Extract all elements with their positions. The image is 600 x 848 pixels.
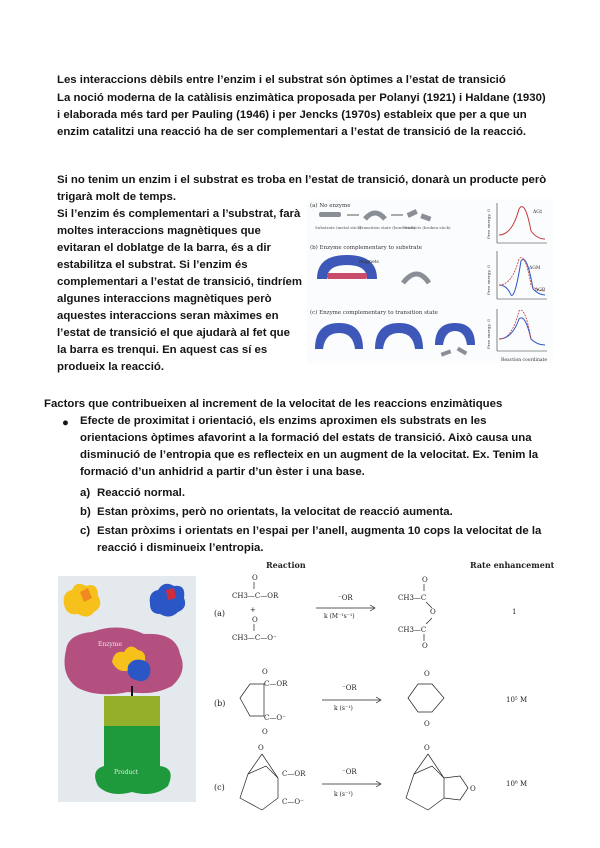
broken-piece-2 [457, 347, 468, 355]
row-a-o2: O [252, 616, 258, 624]
row-c-g2: C—O⁻ [282, 798, 304, 806]
svg-text:O: O [262, 728, 268, 736]
row-c-product [406, 766, 444, 810]
substrate-caption: Substrate (metal stick) [315, 225, 362, 230]
magnets-label: Magnets [359, 260, 379, 265]
row-c-k: k (s⁻¹) [334, 791, 353, 798]
metal-stick [319, 212, 341, 217]
row-c-reagent: ⁻OR [342, 768, 357, 776]
bent-stick-b [403, 274, 429, 283]
broken-piece-1 [441, 349, 452, 356]
enzyme-ts-shape-1 [315, 323, 363, 349]
section-heading: Les interaccions dèbils entre l’enzim i el substrat són òptimes a l’estat de transició [57, 74, 506, 86]
svg-text:O: O [424, 744, 430, 752]
no-enzyme-paragraph: Si no tenim un enzim i el substrat es troba en l’estat de transició, donarà un producte però trigarà molt de temps. [57, 174, 547, 203]
row-b-product-ring [408, 684, 444, 712]
panel-b-label: (b) Enzyme complementary to substrate [310, 245, 423, 251]
row-b-g1: C—OR [264, 680, 288, 688]
energy-plot-b [497, 251, 547, 299]
yaxis-label-a: Free energy, G [486, 209, 491, 239]
subitem-label: c) [80, 525, 91, 537]
row-b-k: k (s⁻¹) [334, 705, 353, 712]
transition-state-figure [307, 199, 553, 363]
header-reaction: Reaction [266, 560, 306, 570]
row-c-rate: 10⁸ M [506, 780, 528, 788]
row-a-o1: O [252, 574, 258, 582]
transition-state-diagram [307, 199, 553, 363]
subitem-text: Estan pròxims, però no orientats, la velocitat de reacció aumenta. [97, 506, 453, 518]
row-a-reagent: ⁻OR [338, 594, 353, 602]
row-a-k: k (M⁻¹s⁻¹) [324, 613, 355, 620]
enzyme-ts-shape-2 [375, 323, 423, 349]
bullet-dot: ● [62, 417, 69, 429]
row-b-g2: C—O⁻ [264, 714, 286, 722]
panel-c-label: (c) Enzyme complementary to transition state [310, 310, 438, 316]
enzyme-illustration [58, 576, 196, 802]
svg-text:O: O [470, 785, 476, 793]
row-a-p-o2: O [422, 642, 428, 650]
product-gradient-top [104, 696, 160, 726]
energy-plot-c [497, 309, 547, 363]
enzyme-text: Enzyme [98, 641, 123, 648]
subitem-label: a) [80, 487, 91, 499]
bullet-text: Efecte de proximitat i orientació, els enzims aproximen els substrats en les orientacions òptimes afavorint a la formació del estats de transició. Això causa una disminució de l’entropia que es reflecteix en un augment de la velocitat. Ex. Tenim la formació d’un anhidrid a partir d’un èster i una base. [80, 415, 539, 478]
substrate-in-enzyme [327, 273, 367, 279]
xaxis-label: Reaction coordinate [501, 358, 548, 363]
transition-caption: Transition state (bent stick) [359, 225, 416, 230]
row-b-ring [240, 684, 264, 716]
row-a-bridge-o: O [430, 608, 436, 616]
yaxis-label-c: Free energy, G [486, 319, 491, 349]
row-a-mol1: CH3—C—OR [232, 592, 279, 600]
svg-text:O: O [424, 720, 430, 728]
intro-paragraph: La noció moderna de la catàlisis enzimàtica proposada per Polanyi (1921) i Haldane (1930) i elaborada més tard per Pauling (1946) i per Jencks (1970s) estableix que per a que un enzim catalitzi una reacció ha de ser complementari a l’estat de transició de la reacció. [57, 92, 546, 138]
row-a-p-o1: O [422, 576, 428, 584]
row-a-label: (a) [214, 609, 226, 618]
rate-enhancement-table [212, 558, 560, 828]
row-c-g1: C—OR [282, 770, 306, 778]
svg-text:O: O [262, 668, 268, 676]
products-caption: Products (broken stick) [403, 225, 451, 230]
reaction-scheme [212, 558, 560, 828]
row-b-rate: 10⁵ M [506, 696, 528, 704]
enzyme-ts-shape-3 [435, 323, 475, 345]
broken-stick-1 [407, 209, 418, 218]
row-b-label: (b) [214, 699, 226, 708]
bent-stick [365, 213, 385, 219]
broken-stick-2 [420, 213, 431, 221]
factors-heading: Factors que contribueixen al increment de la velocitat de les reaccions enzimàtiques [44, 398, 503, 410]
row-c-bicycle [240, 766, 278, 810]
row-a-mol2: CH3—C—O⁻ [232, 634, 277, 642]
yaxis-label-b: Free energy, G [486, 265, 491, 295]
energy-plot-a [497, 203, 547, 243]
dgm-label-b: ΔGM [529, 266, 541, 271]
subitem-text: Reacció normal. [97, 487, 185, 499]
subitem-text: Estan pròxims i orientats en l’espai per l’anell, augmenta 10 cops la velocitat de la reacció i disminueix l’entropia. [97, 525, 542, 554]
row-a-rate: 1 [512, 608, 517, 616]
enzyme-complementary-paragraph: Si l’enzim és complementari a l’substrat, farà moltes interaccions magnètiques que evitaran el doblatge de la barra, és a dir estabilitza el substrat. Si l’enzim és complementari a l’estat de transició, tindríem algunes interaccions magnètiques però aquestes interaccions seran màximes en l’estat de transició el que ajudarà al fet que la barra es trenqui. En aquest cas sí es produeix la reacció. [57, 208, 302, 373]
subitem-label: b) [80, 506, 91, 518]
panel-a-label: (a) No enzyme [310, 203, 351, 209]
row-a-plus: + [250, 606, 256, 614]
dg-label-a: ΔG‡ [533, 210, 543, 215]
row-c-label: (c) [214, 783, 225, 792]
enzyme-proximity-diagram [58, 576, 196, 802]
svg-text:O: O [258, 744, 264, 752]
row-b-reagent: ⁻OR [342, 684, 357, 692]
header-rate: Rate enhancement [470, 560, 555, 570]
svg-text:O: O [424, 670, 430, 678]
row-a-prod2: CH3—C [398, 626, 427, 634]
product-text: Product [114, 769, 138, 776]
dgb-label-b: ΔGB [535, 288, 546, 293]
row-a-prod1: CH3—C [398, 594, 427, 602]
